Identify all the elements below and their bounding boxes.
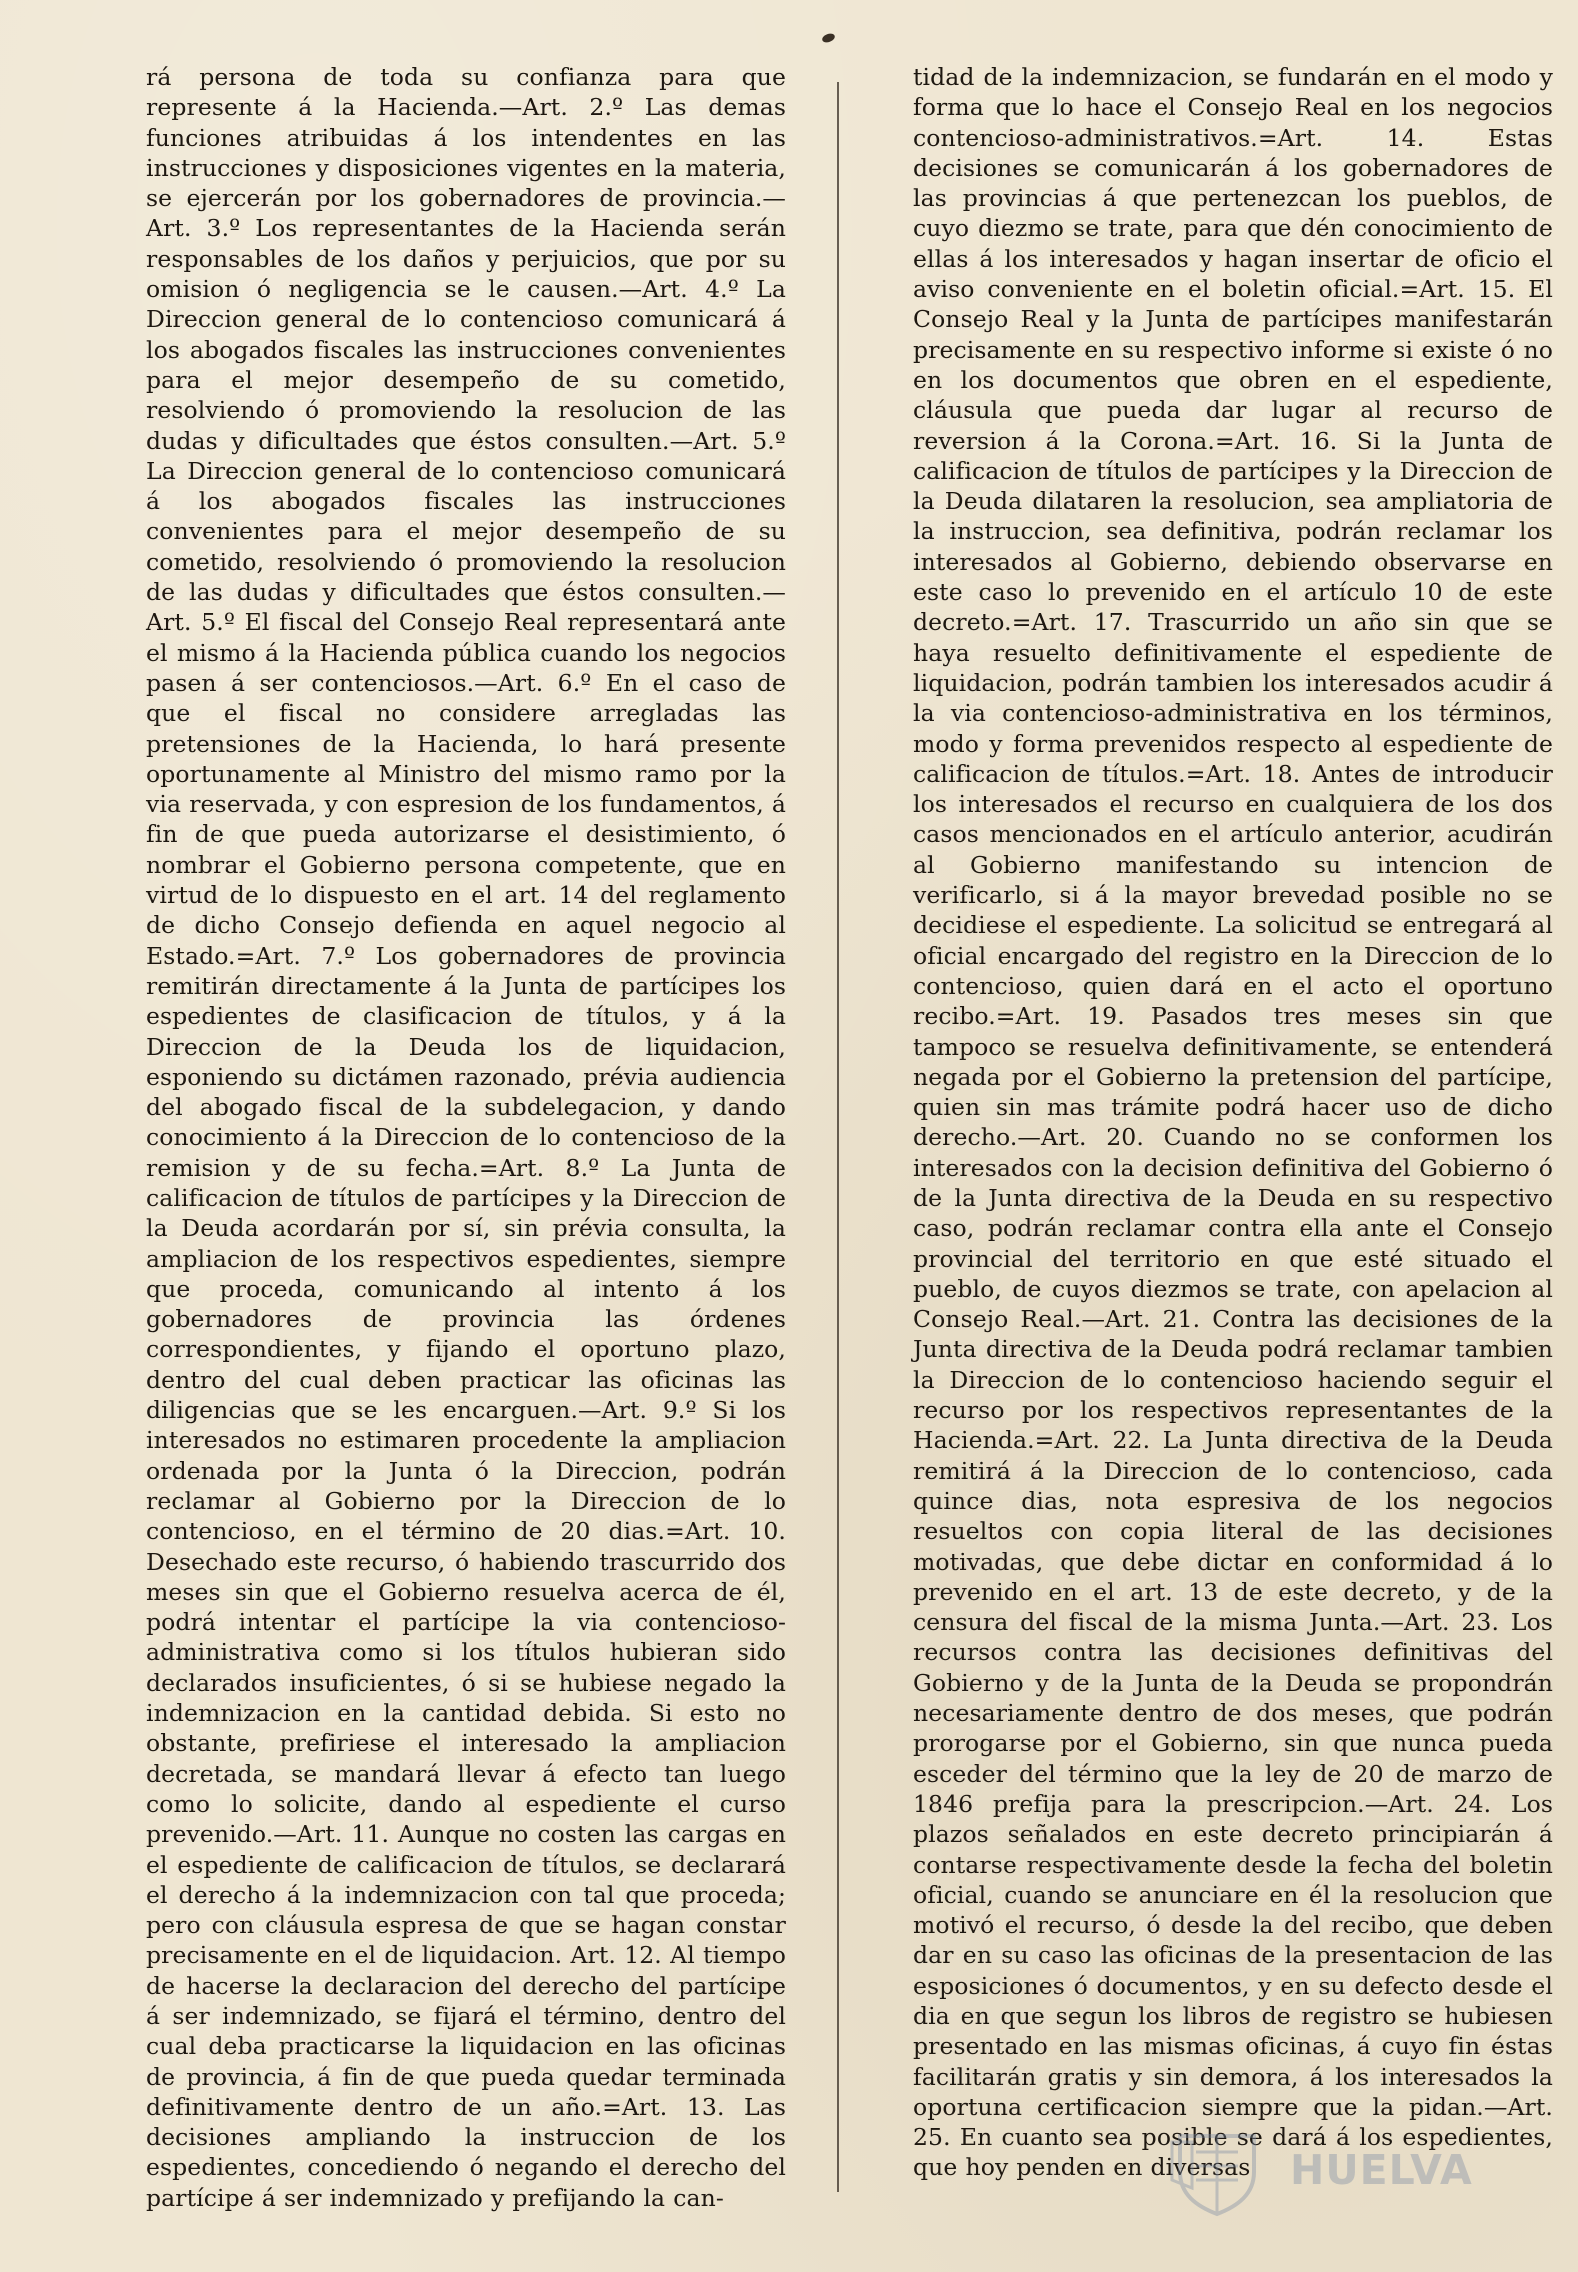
right-column [913,62,1553,2183]
right-column-text: tidad de la indemnizacion, se fundarán en el modo y forma que lo hace el Consejo Real en los negocios contencioso-administrativos.=Art. 14. Estas decisiones se comunicarán á los gobernadores de las provincias á que pertenezcan los pueblos, de cuyo diezmo se trate, para que dén conocimiento de ellas á los interesados y hagan insertar de oficio el aviso conveniente en el boletin oficial.=Art. 15. El Consejo Real y la Junta de partícipes manifestarán precisamente en su respectivo informe si existe ó no en los documentos que obren en el espediente, cláusula que pueda dar lugar al recurso de reversion á la Corona.=Art. 16. Si la Junta de calificacion de títulos de partícipes y la Direccion de la Deuda dilataren la resolucion, sea ampliatoria de la instruccion, sea definitiva, podrán reclamar los interesados al Gobierno, debiendo observarse en este caso lo prevenido en el artículo 10 de este decreto.=Art. 17. Trascurrido un año sin que se haya resuelto definitivamente el espediente de liquidacion, podrán tambien los interesados acudir á la via contencioso-administrativa en los términos, modo y forma prevenidos respecto al espediente de calificacion de títulos.=Art. 18. Antes de introducir los interesados el recurso en cualquiera de los dos casos mencionados en el artículo anterior, acudirán al Gobierno manifestando su intencion de verificarlo, si á la mayor brevedad posible no se decidiese el espediente. La solicitud se entregará al oficial encargado del registro en la Direccion de lo contencioso, quien dará en el acto el oportuno recibo.=Art. 19. Pasados tres meses sin que tampoco se resuelva definitivamente, se entenderá negada por el Gobierno la pretension del partícipe, quien sin mas trámite podrá hacer uso de dicho derecho.—Art. 20. Cuando no se conformen los interesados con la decision definitiva del Gobierno ó de la Junta directiva de la Deuda en su respectivo caso, podrán reclamar contra ella ante el Consejo provincial del territorio en que esté situado el pueblo, de cuyos diezmos se trate, con apelacion al Consejo Real.—Art. 21. Contra las decisiones de la Junta directiva de la Deuda podrá reclamar tambien la Direccion de lo contencioso haciendo seguir el recurso por los respectivos representantes de la Hacienda.=Art. 22. La Junta directiva de la Deuda remitirá á la Direccion de lo contencioso, cada quince dias, nota espresiva de los negocios resueltos con copia literal de las decisiones motivadas, que debe dictar en conformidad á lo prevenido en el art. 13 de este decreto, y de la censura del fiscal de la misma Junta.—Art. 23. Los recursos contra las decisiones definitivas del Gobierno y de la Junta de la Deuda se propondrán necesariamente dentro de dos meses, que podrán prorogarse por el Gobierno, sin que nunca pueda esceder del término que la ley de 20 de marzo de 1846 prefija para la prescripcion.—Art. 24. Los plazos señalados en este decreto principiarán á contarse respectivamente desde la fecha del boletin oficial, cuando se anunciare en él la resolucion que motivó el recurso, ó desde la del recibo, que deben dar en su caso las oficinas de la presentacion de las esposiciones ó documentos, y en su defecto desde el dia en que segun los libros de registro se hubiesen presentado en las mismas oficinas, á cuyo fin éstas facilitarán gratis y sin demora, á los interesados la oportuna certificacion siempre que la pidan.—Art. 25. En cuanto sea posible se dará á los espedientes, que hoy penden en diversas [913,63,1553,2182]
printer-mark [821,32,836,44]
watermark-text: HUELVA [1290,2146,1473,2194]
left-column-text: rá persona de toda su confianza para que represente á la Hacienda.—Art. 2.º Las demas funciones atribuidas á los intendentes en las instrucciones y disposiciones vigentes en la materia, se ejercerán por los gobernadores de provincia.—Art. 3.º Los representantes de la Hacienda serán responsables de los daños y perjuicios, que por su omision ó negligencia se le causen.—Art. 4.º La Direccion general de lo contencioso comunicará á los abogados fiscales las instrucciones convenientes para el mejor desempeño de su cometido, resolviendo ó promoviendo la resolucion de las dudas y dificultades que éstos consulten.—Art. 5.º La Direccion general de lo contencioso comunicará á los abogados fiscales las instrucciones convenientes para el mejor desempeño de su cometido, resolviendo ó promoviendo la resolucion de las dudas y dificultades que éstos consulten.—Art. 5.º El fiscal del Consejo Real representará ante el mismo á la Hacienda pública cuando los negocios pasen á ser contenciosos.—Art. 6.º En el caso de que el fiscal no considere arregladas las pretensiones de la Hacienda, lo hará presente oportunamente al Ministro del mismo ramo por la via reservada, y con espresion de los fundamentos, á fin de que pueda autorizarse el desistimiento, ó nombrar el Gobierno persona competente, que en virtud de lo dispuesto en el art. 14 del reglamento de dicho Consejo defienda en aquel negocio al Estado.=Art. 7.º Los gobernadores de provincia remitirán directamente á la Junta de partícipes los espedientes de clasificacion de títulos, y á la Direccion de la Deuda los de liquidacion, esponiendo su dictámen razonado, prévia audiencia del abogado fiscal de la subdelegacion, y dando conocimiento á la Direccion de lo contencioso de la remision y de su fecha.=Art. 8.º La Junta de calificacion de títulos de partícipes y la Direccion de la Deuda acordarán por sí, sin prévia consulta, la ampliacion de los respectivos espedientes, siempre que proceda, comunicando al intento á los gobernadores de provincia las órdenes correspondientes, y fijando el oportuno plazo, dentro del cual deben practicar las oficinas las diligencias que se les encarguen.—Art. 9.º Si los interesados no estimaren procedente la ampliacion ordenada por la Junta ó la Direccion, podrán reclamar al Gobierno por la Direccion de lo contencioso, en el término de 20 dias.=Art. 10. Desechado este recurso, ó habiendo trascurrido dos meses sin que el Gobierno resuelva acerca de él, podrá intentar el partícipe la via contencioso-administrativa como si los títulos hubieran sido declarados insuficientes, ó si se hubiese negado la indemnizacion en la cantidad debida. Si esto no obstante, prefiriese el interesado la ampliacion decretada, se mandará llevar á efecto tan luego como lo solicite, dando al espediente el curso prevenido.—Art. 11. Aunque no costen las cargas en el espediente de calificacion de títulos, se declarará el derecho á la indemnizacion con tal que proceda; pero con cláusula espresa de que se hagan constar precisamente en el de liquidacion. Art. 12. Al tiempo de hacerse la declaracion del derecho del partícipe á ser indemnizado, se fijará el término, dentro del cual deba practicarse la liquidacion en las oficinas de provincia, á fin de que pueda quedar terminada definitivamente dentro de un año.=Art. 13. Las decisiones ampliando la instruccion de los espedientes, concediendo ó negando el derecho del partícipe á ser indemnizado y prefijando la can- [146,63,786,2212]
column-divider [837,82,839,2192]
left-column [146,62,786,2213]
archive-watermark [1162,2118,1542,2218]
shield-emblem [1162,2118,1282,2218]
